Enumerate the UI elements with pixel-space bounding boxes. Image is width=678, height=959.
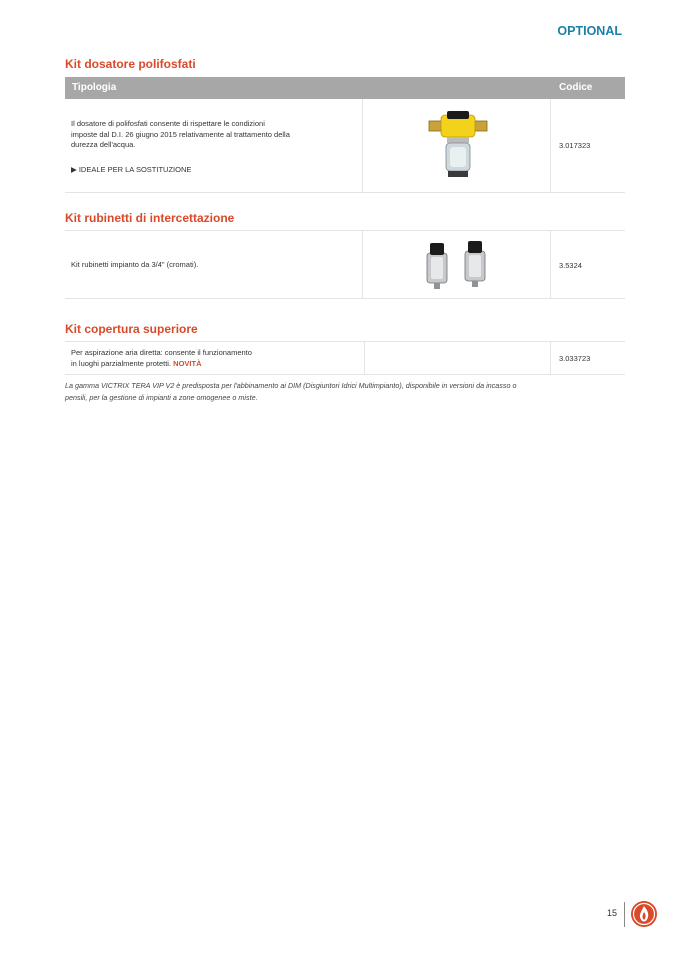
row-description: Per aspirazione aria diretta: consente il funzionamento in luoghi parzialmente protetti. NOVITÀ [71, 348, 252, 368]
section-label: OPTIONAL [557, 24, 622, 38]
page-number: 15 [607, 908, 618, 918]
new-badge: NOVITÀ [173, 358, 202, 368]
row-description: Kit rubinetti impianto da 3/4" (cromati). [71, 260, 199, 269]
table-header [65, 77, 625, 99]
section-title-valves: Kit rubinetti di intercettazione [65, 211, 235, 225]
table-row [65, 99, 625, 193]
product-code: 3.5324 [559, 261, 582, 270]
footer-divider [624, 902, 625, 927]
section-title-polyphosphate: Kit dosatore polifosfati [65, 57, 196, 71]
polyphosphate-dosing-unit-icon [427, 109, 489, 181]
flame-logo-icon [630, 900, 658, 928]
product-code: 3.017323 [559, 141, 591, 150]
row-highlight: ▶ IDEALE PER LA SOSTITUZIONE [71, 165, 192, 174]
product-code: 3.033723 [559, 354, 591, 363]
table-row [65, 341, 625, 375]
section-title-top-cover: Kit copertura superiore [65, 322, 198, 336]
row-description: Il dosatore di polifosfati consente di rispettare le condizioni imposte dal D.I. 26 giugno 2015 relativamente al trattamento della durezza dell'acqua. [71, 119, 290, 149]
shutoff-valves-icon [421, 239, 501, 291]
column-header-code: Codice [559, 82, 593, 93]
footnote: La gamma VICTRIX TERA VIP V2 è predisposta per l'abbinamento ai DIM (Disgiuntori Idrici Multimpianto), disponibile in versioni da incasso o pensili, per la gestione di impianti a zone omogenee o miste. [65, 381, 517, 402]
table-row [65, 230, 625, 299]
column-header-type: Tipologia [72, 82, 117, 93]
